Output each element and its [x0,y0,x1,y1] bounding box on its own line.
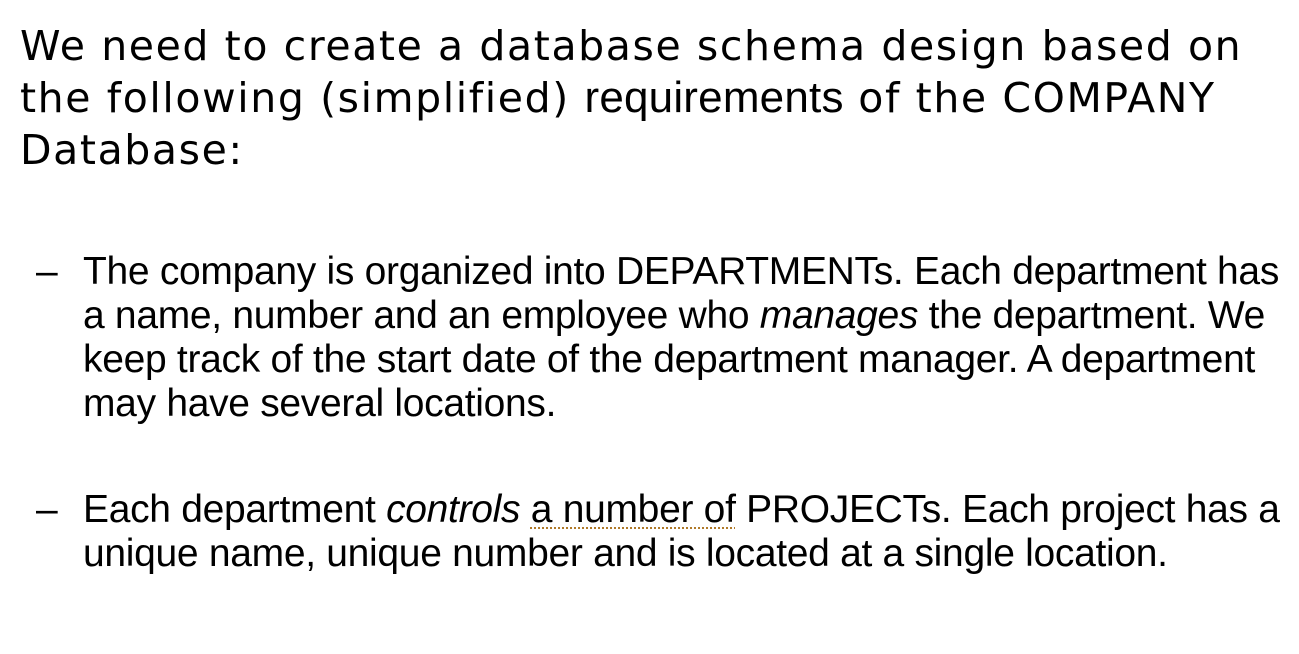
intro-paragraph [20,20,1280,176]
dept-text-end: the department. We keep track of the start date of the department manager. A department may have several locations. [83,294,1266,425]
dash-bullet-icon: – [36,488,58,531]
proj-text-start: Each department [83,488,387,531]
requirements-list [0,250,1299,576]
proj-controls-italic: controls [386,488,521,531]
dept-manages-italic: manages [759,294,919,337]
proj-space [520,488,531,531]
dept-text-start: The company is organized into DEPARTMENTs. Each department has a name, number and an employee who [83,250,1280,337]
dash-bullet-icon: – [36,250,58,293]
requirement-departments [0,250,1299,426]
intro-requirements-word: requirements [584,73,844,122]
intro-text-end: of the COMPANY Database: [20,74,1216,174]
proj-a-number-of-underlined: a number of [530,488,736,531]
proj-text-end: PROJECTs. Each project has a unique name, unique number and is located at a single location. [83,488,1280,575]
intro-text-start: We need to create a database schema design based on the following (simplified) [20,22,1243,122]
requirement-projects [0,488,1299,576]
